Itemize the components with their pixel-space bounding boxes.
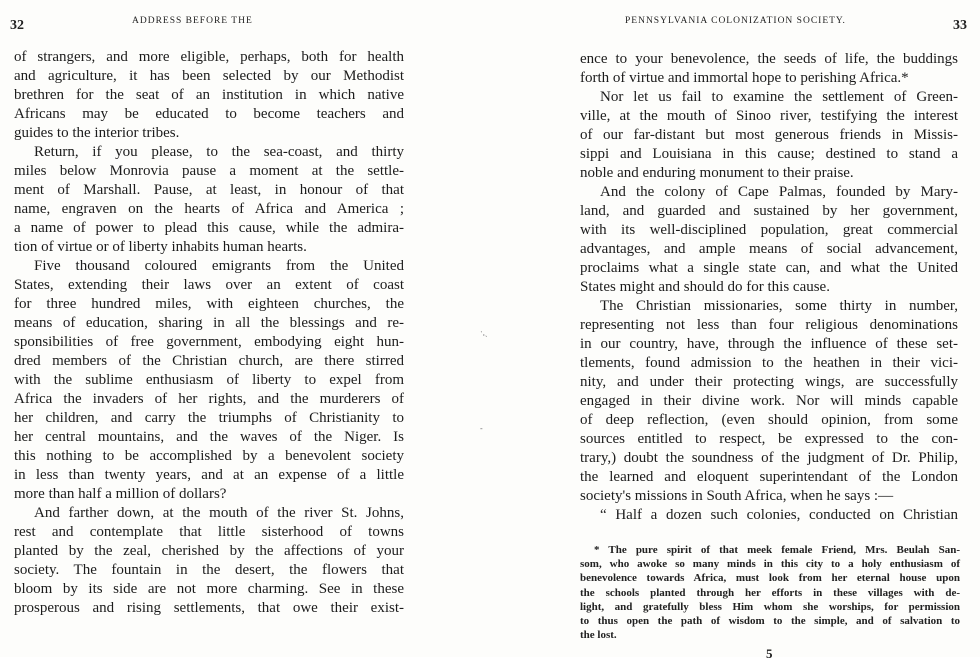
- footnote-line: * The pure spirit of that meek female Friend, Mrs. Beulah San-: [594, 544, 960, 556]
- text-line: sippi and Louisiana in this cause; destined to stand a: [580, 146, 958, 162]
- text-line: dred members of the Christian church, are there stirred: [14, 353, 404, 369]
- text-line: brethren for the seat of an institution in which native: [14, 87, 404, 103]
- gutter-mark: -: [480, 424, 483, 433]
- right-page: [560, 0, 980, 661]
- page-number: 32: [10, 18, 24, 33]
- left-page: [0, 0, 420, 657]
- text-line: means of education, sharing in all the blessings and re-: [14, 315, 404, 331]
- text-line: ence to your benevolence, the seeds of life, the buddings: [580, 51, 958, 67]
- text-line: The Christian missionaries, some thirty in number,: [600, 298, 958, 314]
- footnote-line: to thus open the path of wisdom to the simple, and of salvation to: [580, 614, 960, 627]
- text-line: with the sublime enthusiasm of liberty to expel from: [14, 372, 404, 388]
- text-line: of deep reflection, (even should opinion, from some: [580, 412, 958, 428]
- text-line: forth of virtue and immortal hope to perishing Africa.*: [580, 70, 909, 86]
- text-line: ment of Marshall. Pause, at least, in honour of that: [14, 182, 404, 198]
- text-line: in our country, have, through the influence of these set-: [580, 336, 958, 352]
- text-line: tion of virtue or of liberty inhabits human hearts.: [14, 239, 307, 255]
- text-line: bloom by its side are not more charming. See in these: [14, 581, 404, 597]
- text-line: more than half a million of dollars?: [14, 486, 227, 502]
- text-line: And the colony of Cape Palmas, founded by Mary-: [600, 184, 958, 200]
- running-head: ADDRESS BEFORE THE: [132, 16, 253, 26]
- text-line: of our far-distant but most generous friends in Missis-: [580, 127, 958, 143]
- text-line: representing not less than four religious denominations: [580, 317, 958, 333]
- text-line: nity, and under their protecting wings, are successfully: [580, 374, 958, 390]
- text-line: and agriculture, it has been selected by our Methodist: [14, 68, 404, 84]
- text-line: her children, and carry the triumphs of Christianity to: [14, 410, 404, 426]
- footnote-line: light, and gratefully bless Him whom she worships, for permission: [580, 600, 960, 613]
- text-line: name, engraven on the hearts of Africa and America ;: [14, 201, 404, 217]
- text-line: in less than twenty years, and at an expense of a little: [14, 467, 404, 483]
- text-line: prosperous and rising settlements, that owe their exist-: [14, 600, 404, 616]
- text-line: society. The fountain in the desert, the flowers that: [14, 562, 404, 578]
- text-line: advantages, and ample means of social advancement,: [580, 241, 958, 257]
- text-line: sources entitled to respect, be expressed to the con-: [580, 431, 958, 447]
- text-line: noble and enduring monument to their praise.: [580, 165, 854, 181]
- footnote-line: som, who awoke so many minds in this city to a holy enthusiasm of: [580, 558, 960, 571]
- text-line: the learned and eloquent superintendant of the London: [580, 469, 958, 485]
- body-text: [14, 48, 404, 618]
- text-line: tlements, found admission to the heathen in their vici-: [580, 355, 958, 371]
- text-line: with its well-disciplined population, great commercial: [580, 222, 958, 238]
- footnote: [580, 543, 960, 642]
- text-line: Nor let us fail to examine the settlement of Green-: [600, 89, 958, 105]
- footnote-line: the lost.: [580, 629, 617, 642]
- running-head: PENNSYLVANIA COLONIZATION SOCIETY.: [625, 16, 846, 26]
- text-line: Africa the invaders of her rights, and the murderers of: [14, 391, 404, 407]
- text-line: States, extending their laws over an extent of coast: [14, 277, 404, 293]
- gutter: [470, 0, 510, 657]
- text-line: guides to the interior tribes.: [14, 125, 180, 141]
- text-line: miles below Monrovia pause a moment at the settle-: [14, 163, 404, 179]
- text-line: proclaims what a single state can, and what the United: [580, 260, 958, 276]
- text-line: rest and contemplate that little sisterhood of towns: [14, 524, 404, 540]
- page-number: 33: [953, 18, 967, 33]
- footnote-line: benevolence towards Africa, must look from her eternal house upon: [580, 572, 960, 585]
- text-line: land, and guarded and sustained by her government,: [580, 203, 958, 219]
- text-line: Five thousand coloured emigrants from the United: [34, 258, 404, 274]
- text-line: for three hundred miles, with eighteen churches, the: [14, 296, 404, 312]
- text-line: And farther down, at the mouth of the river St. Johns,: [34, 505, 404, 521]
- text-line: sponsibilities of free government, embodying eight hun-: [14, 334, 404, 350]
- text-line: States might and should do for this cause.: [580, 279, 830, 295]
- text-line: a name of power to plead this cause, while the admira-: [14, 220, 404, 236]
- signature-mark: 5: [766, 646, 773, 661]
- body-text: [580, 50, 958, 525]
- text-line: Africans may be educated to become teachers and: [14, 106, 404, 122]
- text-line: her central mountains, and the waves of the Niger. Is: [14, 429, 404, 445]
- text-line: “ Half a dozen such colonies, conducted on Christian: [600, 507, 958, 523]
- gutter-mark: ˑˌˎ: [480, 328, 488, 337]
- text-line: engaged in their divine work. Nor will minds capable: [580, 393, 958, 409]
- text-line: this nothing to be accomplished by a benevolent society: [14, 448, 404, 464]
- text-line: of strangers, and more eligible, perhaps, both for health: [14, 49, 404, 65]
- text-line: planted by the zeal, cherished by the affections of your: [14, 543, 404, 559]
- footnote-line: the schools planted through her efforts in these villages with de-: [580, 586, 960, 599]
- text-line: trary,) doubt the soundness of the judgment of Dr. Philip,: [580, 450, 958, 466]
- text-line: society's missions in South Africa, when he says :—: [580, 488, 894, 504]
- text-line: ville, at the mouth of Sinoo river, testifying the interest: [580, 108, 958, 124]
- text-line: Return, if you please, to the sea-coast, and thirty: [34, 144, 404, 160]
